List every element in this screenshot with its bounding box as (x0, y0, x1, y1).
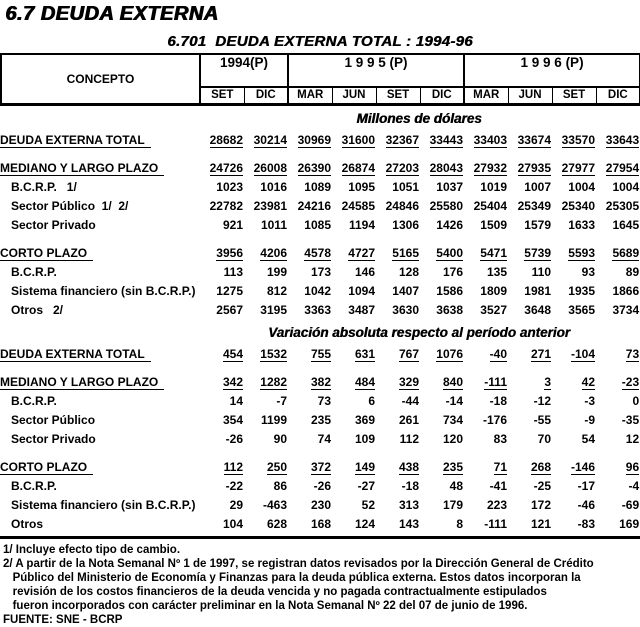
value-cell: 26390 (297, 160, 331, 175)
value-cell: 921 (222, 218, 243, 232)
value-cell: 25305 (605, 199, 640, 213)
value-cell: -22 (225, 479, 243, 493)
value-cell: -18 (401, 479, 419, 493)
value-cell: 104 (222, 517, 243, 531)
table-subtitle: 6.701 DEUDA EXTERNA TOTAL : 1994-96 (167, 33, 473, 50)
debt-table (0, 106, 639, 534)
value-cell: 27935 (517, 160, 551, 175)
value-cell: 176 (442, 265, 463, 279)
page-title: 6.7 DEUDA EXTERNA (5, 3, 219, 25)
spacer-row (0, 235, 639, 244)
value-cell: 1007 (524, 180, 551, 194)
year-header-1995: 1 9 9 5 (P) (288, 54, 464, 87)
value-cell: 28043 (429, 160, 463, 175)
value-cell: 27203 (385, 160, 419, 175)
table-row (0, 430, 639, 449)
value-cell: 12 (625, 432, 640, 446)
value-cell: -176 (482, 413, 507, 427)
row-label: Sector Público (11, 413, 96, 427)
value-cell: 1194 (348, 218, 375, 232)
footnote-line: 2/ A partir de la Nota Semanal Nº 1 de 1997, se registran datos revisados por la Dirección General de Crédito (3, 557, 594, 570)
row-label: DEUDA EXTERNA TOTAL (0, 345, 199, 364)
row-label: Sistema financiero (sin B.C.R.P.) (11, 284, 196, 298)
unit-row-spacer (0, 320, 199, 345)
value-cell: 342 (222, 374, 243, 389)
value-cell: 1016 (260, 180, 287, 194)
row-label: Otros (11, 517, 44, 531)
value-cell: 8 (456, 517, 463, 531)
value-cell: 3956 (216, 245, 243, 260)
value-cell: 5739 (524, 245, 551, 260)
bottom-rule (0, 536, 640, 539)
unit-row (0, 320, 639, 345)
value-cell: 24846 (385, 199, 419, 213)
unit-row (0, 106, 639, 131)
value-cell: 172 (530, 498, 551, 512)
value-cell: -46 (577, 498, 595, 512)
table-row (0, 392, 639, 411)
value-cell: 3 (544, 374, 551, 389)
value-cell: -9 (584, 413, 595, 427)
value-cell: 1275 (216, 284, 243, 298)
table-row (0, 282, 639, 301)
value-cell: 438 (398, 459, 419, 474)
value-cell: 1076 (436, 346, 463, 361)
value-cell: 71 (493, 459, 507, 474)
value-cell: 30969 (297, 132, 331, 147)
value-cell: -26 (313, 479, 331, 493)
value-cell: 369 (354, 413, 375, 427)
value-cell: 124 (354, 517, 375, 531)
footnote-line: 1/ Incluye efecto tipo de cambio. (3, 543, 181, 556)
value-cell: 96 (625, 459, 640, 474)
value-cell: 169 (619, 517, 640, 531)
month-header: DIC (596, 87, 640, 104)
value-cell: 149 (354, 459, 375, 474)
value-cell: 1935 (568, 284, 595, 298)
value-cell: 199 (266, 265, 287, 279)
month-header: SET (376, 87, 420, 104)
value-cell: 173 (310, 265, 331, 279)
value-cell: 313 (398, 498, 419, 512)
value-cell: 1019 (480, 180, 507, 194)
spacer-row (0, 150, 639, 159)
value-cell: 93 (581, 265, 595, 279)
value-cell: 4727 (348, 245, 375, 260)
value-cell: 179 (442, 498, 463, 512)
value-cell: 25349 (517, 199, 551, 213)
table-row (0, 131, 639, 150)
value-cell: 1011 (260, 218, 287, 232)
value-cell: 3195 (260, 303, 287, 317)
value-cell: 3638 (436, 303, 463, 317)
value-cell: 1509 (480, 218, 507, 232)
value-cell: 28682 (209, 132, 243, 147)
value-cell: 25340 (561, 199, 595, 213)
value-cell: 3565 (568, 303, 595, 317)
table-row (0, 216, 639, 235)
value-cell: 1051 (392, 180, 419, 194)
value-cell: 840 (442, 374, 463, 389)
value-cell: 268 (530, 459, 551, 474)
value-cell: -26 (225, 432, 243, 446)
table-row (0, 263, 639, 282)
value-cell: 329 (398, 374, 419, 389)
month-header: SET (211, 89, 234, 102)
value-cell: 30214 (253, 132, 287, 147)
value-cell: 112 (399, 432, 419, 446)
value-cell: 109 (354, 432, 375, 446)
value-cell: 230 (310, 498, 331, 512)
value-cell: 14 (229, 394, 243, 408)
row-label: Otros 2/ (11, 303, 64, 317)
value-cell: 86 (273, 479, 287, 493)
value-cell: 734 (442, 413, 463, 427)
value-cell: 5165 (392, 245, 419, 260)
value-cell: -104 (570, 346, 595, 361)
value-cell: 3363 (304, 303, 331, 317)
table-row (0, 159, 639, 178)
row-label: CORTO PLAZO (0, 244, 199, 263)
value-cell: 1645 (612, 218, 640, 232)
value-cell: -12 (533, 394, 551, 408)
value-cell: 33443 (429, 132, 463, 147)
value-cell: 250 (266, 459, 287, 474)
value-cell: -4 (628, 479, 640, 493)
value-cell: 1095 (348, 180, 375, 194)
value-cell: 83 (493, 432, 507, 446)
value-cell: 261 (398, 413, 419, 427)
value-cell: 1094 (348, 284, 375, 298)
report-page (0, 3, 640, 624)
value-cell: -14 (445, 394, 463, 408)
value-cell: 223 (486, 498, 507, 512)
row-label: B.C.R.P. (11, 479, 57, 493)
value-cell: -41 (489, 479, 507, 493)
value-cell: 1866 (612, 284, 640, 298)
value-cell: 1407 (392, 284, 419, 298)
value-cell: 24216 (297, 199, 331, 213)
value-cell: 1426 (436, 218, 463, 232)
row-label: Sector Privado (11, 218, 96, 232)
value-cell: 146 (354, 265, 375, 279)
value-cell: -111 (484, 517, 507, 531)
unit-label: Variación absoluta respecto al período anterior (268, 324, 570, 340)
value-cell: 0 (632, 394, 640, 408)
row-label: MEDIANO Y LARGO PLAZO (0, 373, 199, 392)
month-header: JUN (508, 87, 552, 104)
value-cell: 3648 (524, 303, 551, 317)
value-cell: -23 (621, 374, 640, 389)
year-header-1996: 1 9 9 6 (P) (464, 54, 640, 87)
value-cell: 235 (442, 459, 463, 474)
value-cell: 32367 (385, 132, 419, 147)
month-header: DIC (244, 87, 288, 104)
table-row (0, 373, 639, 392)
value-cell: 3734 (612, 303, 640, 317)
value-cell: 33403 (473, 132, 507, 147)
value-cell: -27 (357, 479, 375, 493)
year-header-1994: 1994(P) (200, 54, 288, 87)
value-cell: 1089 (304, 180, 331, 194)
footnotes (0, 543, 640, 627)
value-cell: 1981 (524, 284, 551, 298)
table-row (0, 496, 639, 515)
value-cell: 112 (223, 459, 243, 474)
value-cell: 235 (310, 413, 331, 427)
value-cell: 1633 (568, 218, 595, 232)
value-cell: 90 (273, 432, 287, 446)
table-row (0, 178, 639, 197)
footnote-line: fueron incorporados con carácter preliminar en la Nota Semanal Nº 22 del 07 de junio de 1996. (3, 599, 528, 612)
table-row (0, 244, 639, 263)
value-cell: 121 (530, 517, 551, 531)
value-cell: 74 (317, 432, 331, 446)
value-cell: 73 (625, 346, 640, 361)
value-cell: 3487 (348, 303, 375, 317)
value-cell: 27977 (561, 160, 595, 175)
value-cell: -111 (484, 374, 507, 389)
value-cell: 48 (449, 479, 463, 493)
value-cell: 454 (222, 346, 243, 361)
footnote-source: FUENTE: SNE - BCRP (3, 613, 123, 626)
value-cell: 110 (531, 265, 551, 279)
value-cell: 33643 (605, 132, 640, 147)
value-cell: 484 (354, 374, 375, 389)
value-cell: 168 (310, 517, 331, 531)
value-cell: 1004 (568, 180, 595, 194)
value-cell: -463 (262, 498, 287, 512)
value-cell: -25 (533, 479, 551, 493)
value-cell: 6 (368, 394, 375, 408)
value-cell: 755 (310, 346, 331, 361)
row-label: DEUDA EXTERNA TOTAL (0, 131, 199, 150)
value-cell: 22782 (209, 199, 243, 213)
value-cell: 1023 (216, 180, 243, 194)
value-cell: 631 (354, 346, 375, 361)
value-cell: 628 (266, 517, 287, 531)
value-cell: 54 (581, 432, 595, 446)
month-header: MAR (288, 87, 332, 104)
footnote-line: Público del Ministerio de Economía y Finanzas para la deuda pública externa. Estos datos incorporan la (3, 571, 581, 584)
month-header: JUN (332, 87, 376, 104)
table-row (0, 345, 639, 364)
value-cell: 3630 (392, 303, 419, 317)
value-cell: 70 (537, 432, 551, 446)
value-cell: 1085 (304, 218, 331, 232)
value-cell: -83 (577, 517, 595, 531)
value-cell: 1579 (524, 218, 551, 232)
value-cell: 5689 (612, 245, 640, 260)
row-label: CORTO PLAZO (0, 458, 199, 477)
value-cell: 372 (310, 459, 331, 474)
unit-label: Millones de dólares (356, 110, 482, 126)
value-cell: -55 (533, 413, 551, 427)
month-header: SET (552, 87, 596, 104)
row-label: Sector Público 1/ 2/ (11, 199, 129, 213)
row-label: B.C.R.P. (11, 265, 57, 279)
value-cell: 128 (398, 265, 419, 279)
value-cell: 1809 (480, 284, 507, 298)
value-cell: -17 (577, 479, 595, 493)
row-label: Sector Privado (11, 432, 96, 446)
value-cell: 1306 (392, 218, 419, 232)
row-label: MEDIANO Y LARGO PLAZO (0, 159, 199, 178)
table-row (0, 515, 639, 534)
value-cell: 25580 (429, 199, 463, 213)
value-cell: 5593 (568, 245, 595, 260)
value-cell: 42 (581, 374, 595, 389)
value-cell: 382 (310, 374, 331, 389)
value-cell: 143 (398, 517, 419, 531)
value-cell: 1042 (304, 284, 331, 298)
table-row (0, 301, 639, 320)
value-cell: 52 (361, 498, 375, 512)
value-cell: 1037 (436, 180, 463, 194)
value-cell: 26874 (341, 160, 375, 175)
value-cell: -7 (276, 394, 287, 408)
value-cell: 4206 (260, 245, 287, 260)
value-cell: 29 (229, 498, 243, 512)
spacer-row (0, 364, 639, 373)
value-cell: 5400 (436, 245, 463, 260)
value-cell: 135 (486, 265, 507, 279)
footnote-line: revisión de los costos financieros de la deuda vencida y no pagada contractualmente estipulados (3, 585, 547, 598)
value-cell: -40 (489, 346, 507, 361)
value-cell: 1586 (436, 284, 463, 298)
value-cell: 26008 (253, 160, 287, 175)
value-cell: 25404 (473, 199, 507, 213)
value-cell: 2567 (216, 303, 243, 317)
table-row (0, 458, 639, 477)
spacer-row (0, 449, 639, 458)
value-cell: 33570 (561, 132, 595, 147)
table-row (0, 197, 639, 216)
debt-table-body (0, 106, 639, 534)
value-cell: 23981 (253, 199, 287, 213)
value-cell: 767 (398, 346, 419, 361)
row-label: B.C.R.P. 1/ (11, 180, 77, 194)
month-header: DIC (420, 87, 464, 104)
value-cell: 812 (266, 284, 287, 298)
value-cell: 31600 (341, 132, 375, 147)
value-cell: 5471 (480, 245, 507, 260)
value-cell: 27954 (605, 160, 640, 175)
value-cell: -69 (621, 498, 640, 512)
value-cell: 1199 (260, 413, 287, 427)
table-row (0, 477, 639, 496)
debt-table-header (0, 53, 640, 106)
value-cell: 4578 (304, 245, 331, 260)
table-row (0, 411, 639, 430)
row-label: Sistema financiero (sin B.C.R.P.) (11, 498, 196, 512)
value-cell: 33674 (517, 132, 551, 147)
value-cell: 3527 (480, 303, 507, 317)
value-cell: 89 (625, 265, 640, 279)
month-header: MAR (464, 87, 508, 104)
value-cell: 354 (222, 413, 243, 427)
value-cell: -3 (584, 394, 595, 408)
value-cell: 120 (442, 432, 463, 446)
value-cell: 24585 (341, 199, 375, 213)
value-cell: 113 (223, 265, 243, 279)
unit-row-spacer (0, 106, 199, 131)
value-cell: 271 (530, 346, 551, 361)
value-cell: 24726 (209, 160, 243, 175)
value-cell: -18 (489, 394, 507, 408)
value-cell: -146 (570, 459, 595, 474)
concept-header: CONCEPTO (1, 54, 200, 104)
row-label: B.C.R.P. (11, 394, 57, 408)
value-cell: 27932 (473, 160, 507, 175)
value-cell: 1532 (260, 346, 287, 361)
value-cell: 1282 (260, 374, 287, 389)
value-cell: 1004 (612, 180, 640, 194)
value-cell: -44 (401, 394, 419, 408)
value-cell: 73 (317, 394, 331, 408)
value-cell: -35 (621, 413, 640, 427)
